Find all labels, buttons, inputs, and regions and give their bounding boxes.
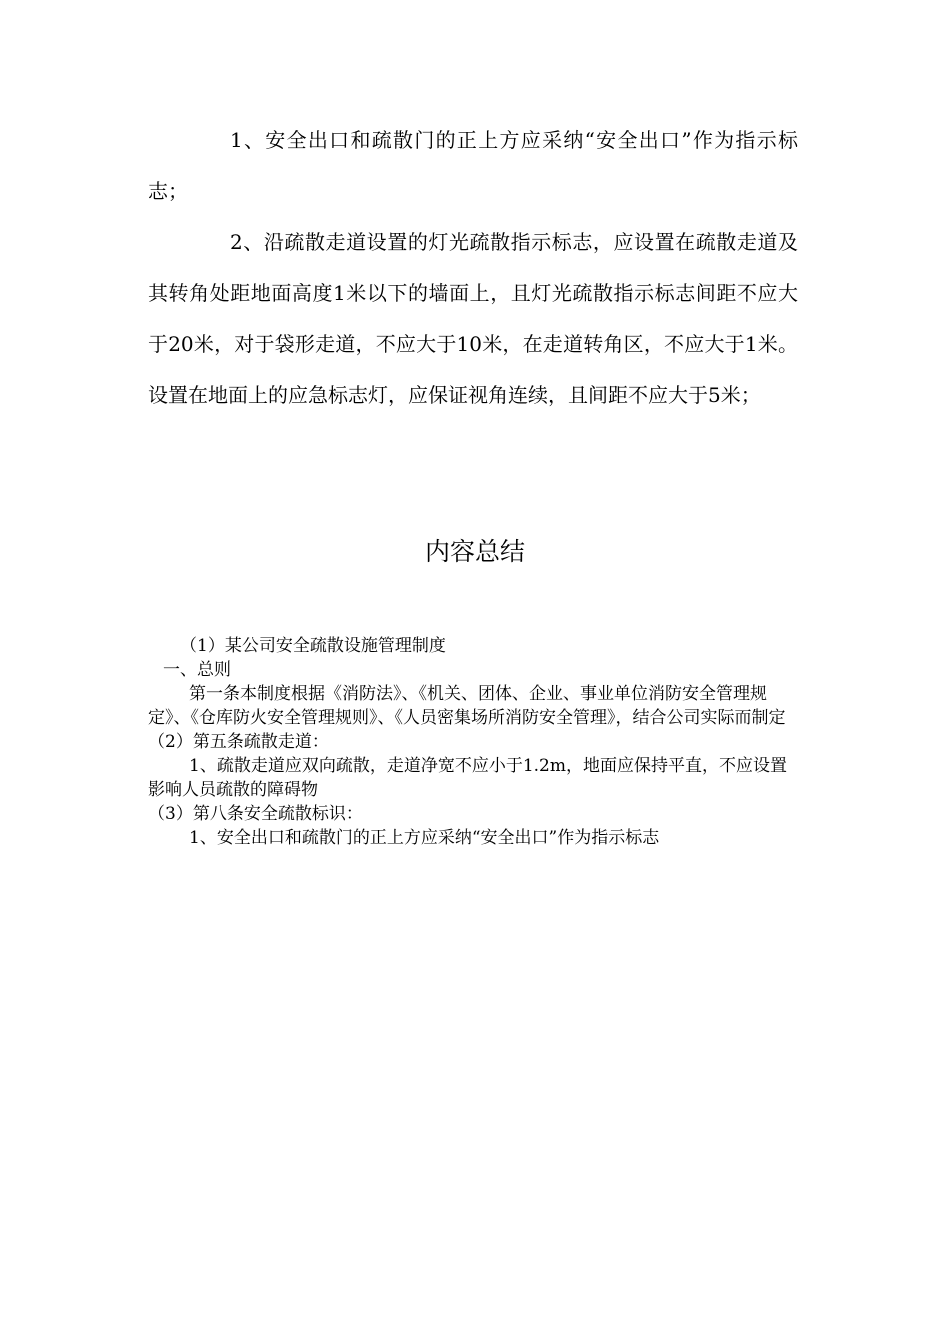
summary-line-4: （2）第五条疏散走道： — [148, 732, 329, 752]
summary-line-7: 1、安全出口和疏散门的正上方应采纳“安全出口”作为指示标志 — [189, 828, 660, 848]
summary-section — [148, 634, 788, 850]
summary-line-6: （3）第八条安全疏散标识： — [148, 804, 363, 824]
body-paragraph-2: 2、沿疏散走道设置的灯光疏散指示标志，应设置在疏散走道及其转角处距地面高度1米以下的墙面上，且灯光疏散指示标志间距不应大于20米，对于袋形走道，不应大于10米，在走道转角区，不应大于1米。设置在地面上的应急标志灯，应保证视角连续，且间距不应大于5米； — [148, 230, 798, 407]
summary-line-2: 一、总则 — [163, 660, 231, 680]
body-paragraph-1: 1、安全出口和疏散门的正上方应采纳“安全出口”作为指示标志； — [148, 128, 798, 203]
body-section — [148, 115, 798, 421]
summary-title: 内容总结 — [424, 537, 525, 566]
summary-line-3: 第一条本制度根据《消防法》、《机关、团体、企业、事业单位消防安全管理规定》、《仓库防火安全管理规则》、《人员密集场所消防安全管理》，结合公司实际而制定 — [148, 684, 786, 728]
summary-line-5: 1、疏散走道应双向疏散，走道净宽不应小于1.2m，地面应保持平直，不应设置影响人员疏散的障碍物 — [148, 756, 787, 800]
summary-line-1: （1）某公司安全疏散设施管理制度 — [180, 636, 446, 656]
